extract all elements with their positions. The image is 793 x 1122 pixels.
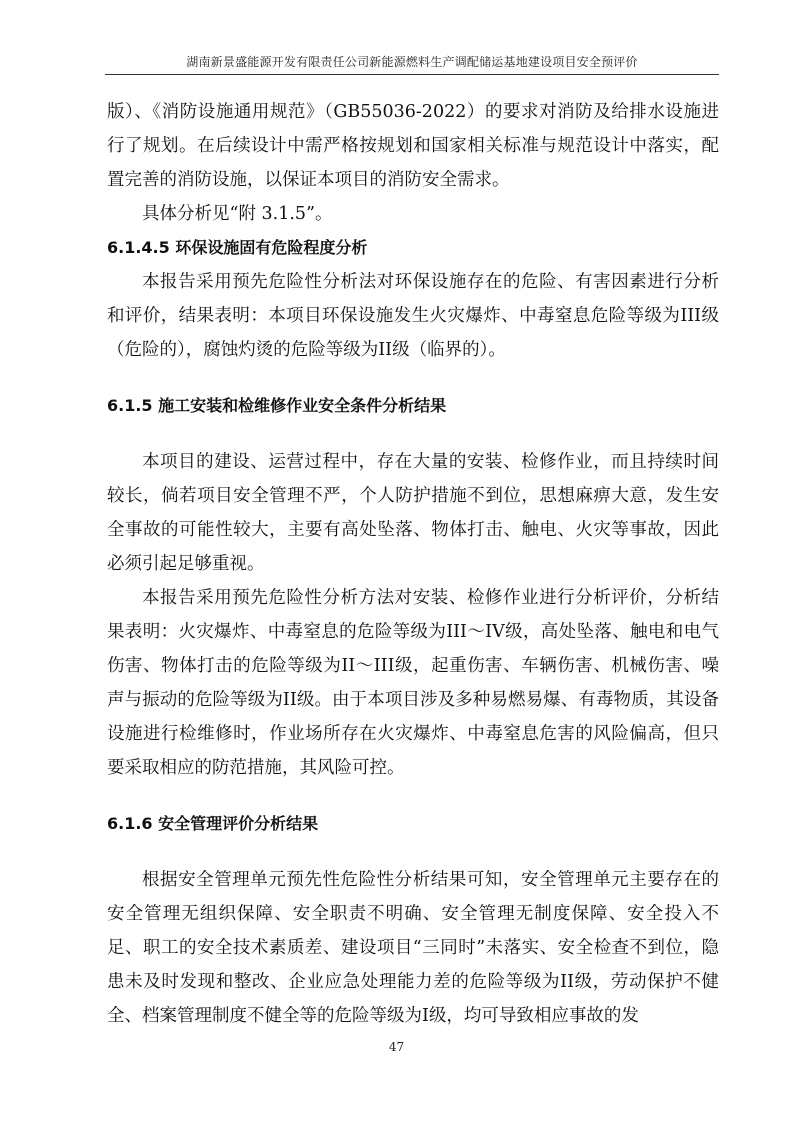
page-body	[107, 95, 719, 1033]
header-rule	[105, 74, 719, 75]
heading-6-1-6: 6.1.6 安全管理评价分析结果	[107, 814, 319, 833]
paragraph-fire-protection-continued: 版）、《消防设施通用规范》（GB55036-2022）的要求对消防及给排水设施进行了规划。在后续设计中需严格按规划和国家相关标准与规范设计中落实，配置完善的消防设施，以保证本项目的消防安全需求。	[107, 102, 719, 190]
paragraph-env-facilities-result: 本报告采用预先危险性分析法对环保设施存在的危险、有害因素进行分析和评价，结果表明：本项目环保设施发生火灾爆炸、中毒窒息危险等级为III级（危险的），腐蚀灼烫的危险等级为II级（临界的）。	[107, 272, 719, 360]
paragraph-see-appendix: 具体分析见“附 3.1.5”。	[142, 204, 333, 224]
heading-6-1-4-5: 6.1.4.5 环保设施固有危险程度分析	[107, 238, 368, 257]
paragraph-maintenance-analysis: 本报告采用预先危险性分析方法对安装、检修作业进行分析评价，分析结果表明：火灾爆炸、中毒窒息的危险等级为III～IV级，高处坠落、触电和电气伤害、物体打击的危险等级为II～III级，起重伤害、车辆伤害、机械伤害、噪声与振动的危险等级为II级。由于本项目涉及多种易燃易爆、有毒物质，其设备设施进行检维修时，作业场所存在火灾爆炸、中毒窒息危害的风险偏高，但只要采取相应的防范措施，其风险可控。	[107, 588, 719, 778]
page-number: 47	[388, 1040, 405, 1054]
paragraph-construction-risk: 本项目的建设、运营过程中，存在大量的安装、检修作业，而且持续时间较长，倘若项目安全管理不严，个人防护措施不到位，思想麻痹大意，发生安全事故的可能性较大，主要有高处坠落、物体打击、触电、火灾等事故，因此必须引起足够重视。	[107, 452, 719, 574]
paragraph-safety-management-result: 根据安全管理单元预先性危险性分析结果可知，安全管理单元主要存在的安全管理无组织保障、安全职责不明确、安全管理无制度保障、安全投入不足、职工的安全技术素质差、建设项目“三同时”未落实、安全检查不到位，隐患未及时发现和整改、企业应急处理能力差的危险等级为II级，劳动保护不健全、档案管理制度不健全等的危险等级为I级，均可导致相应事故的发	[107, 870, 719, 1026]
heading-6-1-5: 6.1.5 施工安装和检维修作业安全条件分析结果	[107, 396, 447, 415]
page-header: 湖南新景盛能源开发有限责任公司新能源燃料生产调配储运基地建设项目安全预评价	[186, 55, 638, 69]
